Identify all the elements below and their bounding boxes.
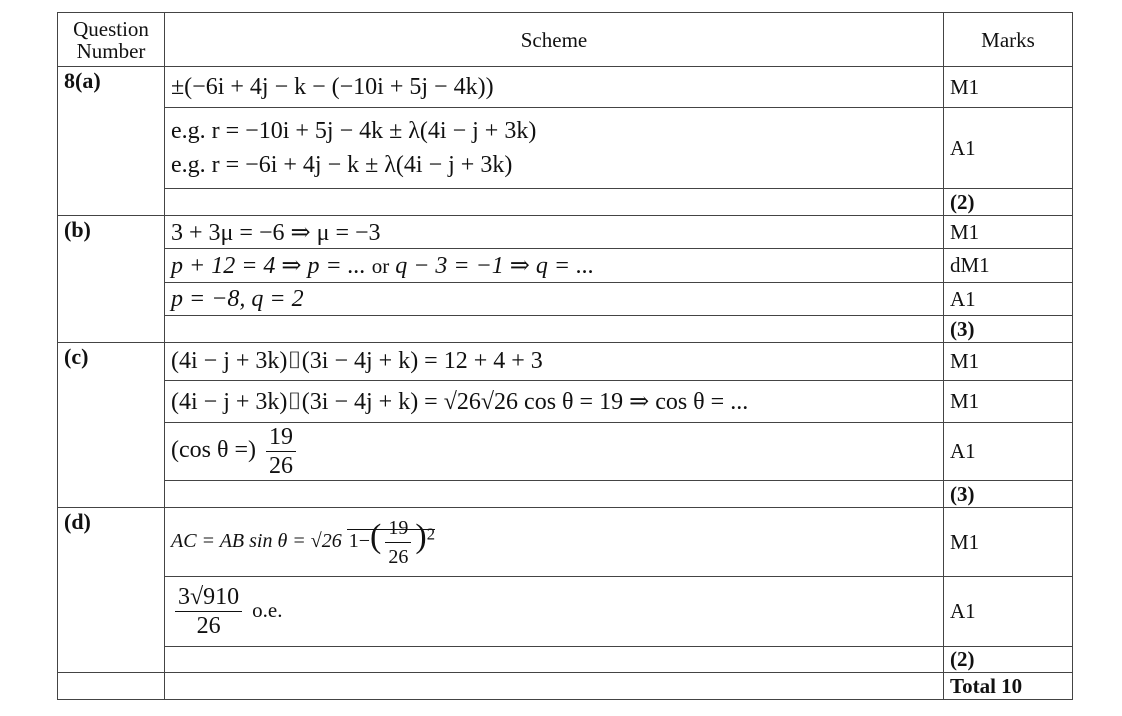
part-d-label: (d) [58,508,165,673]
part-c-mark-1: M1 [944,343,1073,381]
part-b-scheme-3 [165,283,944,316]
or-text: or [371,254,390,278]
sqrt-radicand: 1−( $\frac{19}{26}$ )$^2$ [347,529,435,552]
part-b-result: p = −8, q = 2 [171,285,304,312]
empty-cell [58,673,165,700]
ac-expression: AC = AB sin θ = √26 [171,529,342,552]
fraction-numerator: 19 [266,423,296,452]
table-row [58,249,1073,283]
part-b-scheme-1: 3 + 3μ = −6 ⇒ μ = −3 [165,216,944,249]
part-a-line-2: e.g. r = −6i + 4j − k ± λ(4i − j + 3k) [171,152,513,178]
marks-header: Marks [944,13,1073,67]
fraction-numerator: 3√910 [175,583,242,612]
part-a-scheme-1: ±(−6i + 4j − k − (−10i + 5j − 4k)) [165,67,944,108]
table-row [58,283,1073,316]
fraction-numerator: 19 [385,514,411,543]
table-row [58,67,1073,108]
empty-cell [165,481,944,508]
fraction-denominator: 26 [388,545,409,568]
table-row [58,108,1073,189]
part-b-scheme-2 [165,249,944,283]
part-a-subtotal: (2) [944,189,1073,216]
part-c-label: (c) [58,343,165,508]
oe-text: o.e. [252,598,283,623]
fraction [266,423,296,480]
fraction [385,514,411,571]
table-row [58,577,1073,647]
part-b-mark-3: A1 [944,283,1073,316]
part-a-mark-2: A1 [944,108,1073,189]
table-row [58,647,1073,673]
part-a-mark-1: M1 [944,67,1073,108]
total-row [58,673,1073,700]
part-c-scheme-2: (4i − j + 3k)⌷(3i − 4j + k) = √26√26 cos θ = 19 ⇒ cos θ = ... [165,381,944,423]
part-c-mark-3: A1 [944,423,1073,481]
empty-cell [165,316,944,343]
empty-cell [165,673,944,700]
table-row [58,381,1073,423]
part-b-mark-2: dM1 [944,249,1073,283]
part-a-scheme-2 [165,108,944,189]
table-row [58,189,1073,216]
part-a-label: 8(a) [58,67,165,216]
mark-scheme-table [57,12,1073,700]
part-d-mark-2: A1 [944,577,1073,647]
scheme-header: Scheme [165,13,944,67]
fraction [175,583,242,640]
part-a-line-1: e.g. r = −10i + 5j − 4k ± λ(4i − j + 3k) [171,118,537,144]
total-marks: Total 10 [944,673,1073,700]
part-b-mark-1: M1 [944,216,1073,249]
part-d-subtotal: (2) [944,647,1073,673]
table-row [58,423,1073,481]
header-row [58,13,1073,67]
question-number-header: Question Number [58,13,165,67]
power-exponent: 2 [426,523,436,543]
table-row [58,343,1073,381]
fraction-denominator: 26 [196,613,221,639]
part-d-scheme-2 [165,577,944,647]
table-row [58,316,1073,343]
part-c-subtotal: (3) [944,481,1073,508]
part-c-scheme-3 [165,423,944,481]
part-c-scheme-1: (4i − j + 3k)⌷(3i − 4j + k) = 12 + 4 + 3 [165,343,944,381]
part-b-eq-q: q − 3 = −1 ⇒ q = ... [395,253,595,279]
table-row [58,508,1073,577]
part-d-scheme-1 [165,508,944,577]
part-c-mark-2: M1 [944,381,1073,423]
part-d-mark-1: M1 [944,508,1073,577]
empty-cell [165,189,944,216]
table-row [58,481,1073,508]
cos-prefix: (cos θ =) [171,437,257,464]
fraction-denominator: 26 [269,453,294,479]
part-b-label: (b) [58,216,165,343]
table-row [58,216,1073,249]
empty-cell [165,647,944,673]
part-b-subtotal: (3) [944,316,1073,343]
part-b-eq-p: p + 12 = 4 ⇒ p = ... [171,253,366,279]
